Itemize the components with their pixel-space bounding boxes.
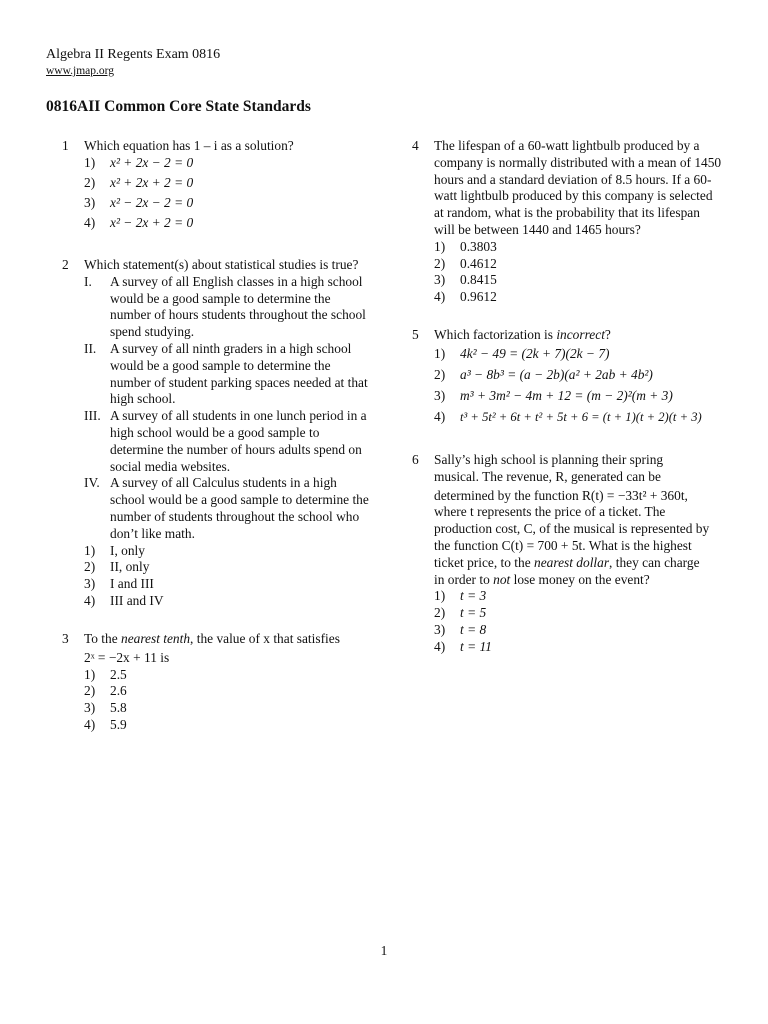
option[interactable]: 1) 0.3803 [434, 238, 497, 254]
question-3 [62, 631, 372, 734]
options-list [434, 344, 722, 428]
statements-list [84, 274, 372, 543]
question-text: The lifespan of a 60-watt lightbulb produced by a company is normally distributed with a mean of 1450 hours and a standard deviation of 8.5 hours. If a 60-watt lightbulb produced by this company is selected at random, what is the probability that its lifespan will be between 1440 and 1465 hours? [434, 138, 722, 237]
statement-item: IV. A survey of all Calculus students in a high school would be a good sample to determine the number of students throughout the school who don’t like math. [84, 475, 369, 541]
question-text: Sally’s high school is planning their spring musical. The revenue, R, generated can be determined by the function R(t) = −33t² + 360t, where t represents the price of a ticket. The production cost, C, of the musical is represented by the function C(t) = 700 + 5t. What is the highest ticket price, to the nearest dollar, they can charge in order to not lose money on the event? [434, 452, 710, 587]
option[interactable]: 1) t = 3 [434, 588, 487, 604]
option[interactable]: 4) 0.9612 [434, 289, 497, 305]
option[interactable]: 2) t = 5 [434, 605, 487, 621]
options-list [84, 667, 372, 734]
question-number: 2 [62, 257, 69, 272]
option[interactable]: 2) 0.4612 [434, 255, 497, 271]
question-text: Which equation has 1 – i as a solution? [84, 138, 294, 153]
question-number: 6 [412, 452, 419, 467]
option[interactable]: 2) a³ − 8b³ = (a − 2b)(a² + 2ab + 4b²) [434, 366, 653, 382]
question-number: 4 [412, 138, 419, 153]
question-text: Which statement(s) about statistical studies is true? [84, 257, 359, 272]
option[interactable]: 4) t³ + 5t² + 6t + t² + 5t + 6 = (t + 1)(t + 2)(t + 3) [434, 408, 702, 424]
question-5 [412, 327, 722, 428]
option[interactable]: 3) t = 8 [434, 621, 487, 637]
exam-title: Algebra II Regents Exam 0816 [46, 47, 221, 62]
option[interactable]: 1) 2.5 [84, 666, 127, 682]
option[interactable]: 2) II, only [84, 559, 150, 575]
option[interactable]: 4) t = 11 [434, 638, 492, 654]
question-number: 1 [62, 138, 69, 153]
option[interactable]: 1) I, only [84, 542, 145, 558]
option[interactable]: 4) 5.9 [84, 716, 127, 732]
question-1 [62, 138, 372, 235]
question-number: 3 [62, 631, 69, 646]
option[interactable]: 1) x² + 2x − 2 = 0 [84, 154, 194, 170]
question-text: To the nearest tenth, the value of x that satisfies [84, 631, 340, 646]
question-2 [62, 257, 372, 610]
question-number: 5 [412, 327, 419, 342]
statement-item: III. A survey of all students in one lunch period in a high school would be a good sample to determine the number of hours adults spend on social media websites. [84, 408, 367, 474]
question-equation: 2ˣ = −2x + 11 is [84, 649, 170, 665]
statement-item: I. A survey of all English classes in a high school would be a good sample to determine the number of hours students throughout the school spend studying. [84, 273, 366, 340]
option[interactable]: 4) III and IV [84, 592, 164, 608]
option[interactable]: 3) 0.8415 [434, 272, 497, 288]
option[interactable]: 3) 5.8 [84, 700, 127, 716]
document-title: 0816AII Common Core State Standards [46, 98, 311, 115]
option[interactable]: 3) x² − 2x − 2 = 0 [84, 194, 194, 210]
page-header [46, 46, 220, 78]
option[interactable]: 3) m³ + 3m² − 4m + 12 = (m − 2)²(m + 3) [434, 387, 673, 403]
options-list [84, 155, 372, 235]
option[interactable]: 3) I and III [84, 576, 154, 592]
option[interactable]: 2) 2.6 [84, 683, 127, 699]
question-6 [412, 452, 722, 656]
options-list [434, 239, 722, 306]
question-text: Which factorization is incorrect? [434, 327, 611, 342]
page-number: 1 [380, 943, 388, 958]
option[interactable]: 1) 4k² − 49 = (2k + 7)(2k − 7) [434, 345, 610, 361]
options-list [84, 543, 372, 610]
options-list [434, 588, 722, 655]
question-4 [412, 138, 722, 306]
option[interactable]: 2) x² + 2x + 2 = 0 [84, 174, 194, 190]
statement-item: II. A survey of all ninth graders in a high school would be a good sample to determine the number of student parking spaces needed at that high school. [84, 340, 368, 407]
option[interactable]: 4) x² − 2x + 2 = 0 [84, 214, 194, 230]
site-link[interactable]: www.jmap.org [46, 65, 115, 77]
